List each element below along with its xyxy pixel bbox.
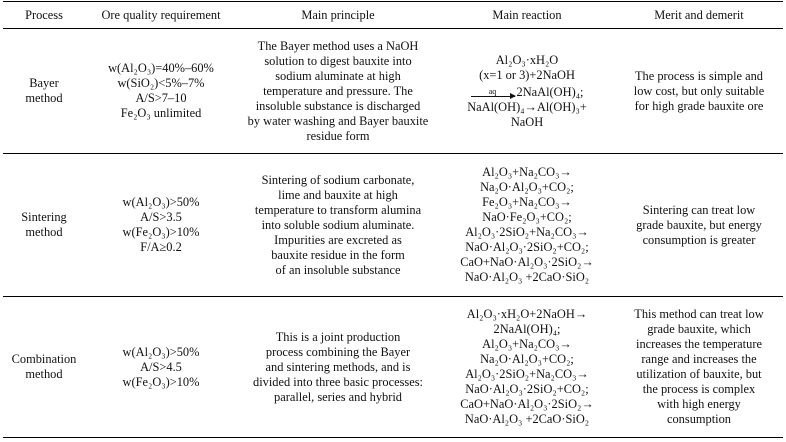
principle-line: This is a joint production <box>275 329 401 344</box>
merit-line: The process is simple and <box>634 68 763 83</box>
table-row <box>3 297 783 438</box>
principle-line: The Bayer method uses a NaOH <box>257 38 419 53</box>
process-name-line: Sintering <box>21 210 67 224</box>
principle-line: bauxite residue in the form <box>271 247 405 262</box>
ore-quality-line: w(SiO₂)<5%–7% <box>117 76 205 90</box>
principle-line: sodium aluminate at high <box>275 68 401 83</box>
reaction-line: (x=1 or 3)+2NaOH <box>479 67 575 82</box>
reaction-line: Al₂O₃+Na₂CO₃→ <box>482 337 572 351</box>
reaction-line: NaO·Al₂O₃ +2CaO·SiO₂ <box>464 412 590 426</box>
reaction-line: NaO·Al₂O₃·2SiO₂+CO₂; <box>465 382 589 396</box>
principle-line: temperature to transform alumina <box>254 202 422 217</box>
arrow-condition-label: aq <box>488 86 497 96</box>
ore-quality-line: A/S>7–10 <box>135 91 187 105</box>
ore-quality-line: w(Al₂O₃)>50% <box>122 195 200 209</box>
reaction-line: Na₂O·Al₂O₃+CO₂; <box>480 352 574 366</box>
reaction-line: NaOH <box>510 114 544 129</box>
reaction-product: 2NaAl(OH)₄; <box>516 84 584 99</box>
merit-line: Sintering can treat low <box>642 202 756 217</box>
process-cell <box>3 29 85 154</box>
merit-line: the process is complex <box>642 382 756 396</box>
principle-line: Sintering of sodium carbonate, <box>261 172 415 187</box>
process-cell <box>3 297 85 438</box>
merit-line: consumption <box>666 412 732 426</box>
reaction-line: CaO+NaO·Al₂O₃·2SiO₂→ <box>460 255 594 269</box>
ore-quality-line: F/A≥0.2 <box>140 240 182 254</box>
process-name-line: Combination <box>11 352 77 366</box>
principle-cell <box>237 297 439 438</box>
reaction-line: CaO+NaO·Al₂O₃·2SiO₂→ <box>460 397 594 411</box>
merit-line: low cost, but only suitable <box>633 83 765 98</box>
reaction-cell <box>439 297 615 438</box>
header-merit-demerit: Merit and demerit <box>615 2 783 29</box>
reaction-line: Al₂O₃·2SiO₂+Na₂CO₃→ <box>465 367 589 381</box>
reaction-cell <box>439 29 615 154</box>
process-name-line: method <box>25 225 63 239</box>
principle-line: process combining the Bayer <box>265 344 411 359</box>
reaction-line: NaO·Fe₂O₃+CO₂; <box>482 210 572 224</box>
principle-line: Impurities are excreted as <box>274 232 402 247</box>
merit-line: grade bauxite, which <box>647 322 751 336</box>
principle-line: temperature and pressure. The <box>263 83 413 98</box>
process-name-line: method <box>25 367 63 381</box>
merit-line: This method can treat low <box>634 307 764 321</box>
ore-quality-cell <box>85 29 237 154</box>
principle-line: divided into three basic processes: <box>253 374 423 389</box>
principle-line: by water washing and Bayer bauxite <box>247 113 429 128</box>
ore-quality-line: w(Fe₂O₃)>10% <box>122 225 200 239</box>
principle-line: insoluble substance is discharged <box>255 98 421 113</box>
reaction-line: Al₂O₃·xH₂O <box>495 52 559 67</box>
header-main-principle: Main principle <box>237 2 439 29</box>
reaction-line: Fe₂O₃+Na₂CO₃→ <box>482 195 572 209</box>
principle-cell <box>237 154 439 297</box>
merit-line: increases the temperature <box>636 337 762 351</box>
reaction-line: Al₂O₃·xH₂O+2NaOH→ <box>466 307 588 321</box>
merit-line: range and increases the <box>641 352 757 366</box>
ore-quality-line: w(Fe₂O₃)>10% <box>122 374 200 389</box>
reaction-line: Al₂O₃+Na₂CO₃→ <box>482 165 572 179</box>
merit-line: for high grade bauxite ore <box>634 98 764 113</box>
reaction-cell <box>439 154 615 297</box>
process-cell <box>3 154 85 297</box>
merit-line: with high energy <box>657 397 741 411</box>
reaction-line: Al₂O₃·2SiO₂+Na₂CO₃→ <box>465 225 589 239</box>
ore-quality-line: w(Al₂O₃)=40%–60% <box>108 61 214 75</box>
ore-quality-line: A/S>3.5 <box>140 210 182 224</box>
reaction-line: NaAl(OH)₄→Al(OH)₃+ <box>467 99 587 114</box>
table-row <box>3 154 783 297</box>
principle-line: of an insoluble substance <box>275 262 401 277</box>
table-row <box>3 29 783 154</box>
table-header-row <box>3 2 783 29</box>
reaction-line: 2NaAl(OH)₄; <box>493 322 561 336</box>
merit-line: grade bauxite, but energy <box>636 217 762 232</box>
reaction-line: NaO·Al₂O₃·2SiO₂+CO₂; <box>465 240 589 254</box>
ore-quality-line: w(Al₂O₃)>50% <box>122 344 200 359</box>
merit-cell <box>615 154 783 297</box>
merit-cell <box>615 29 783 154</box>
header-ore-quality: Ore quality requirement <box>85 2 237 29</box>
merit-cell <box>615 297 783 438</box>
ore-quality-line: Fe₂O₃ unlimited <box>120 106 202 120</box>
principle-line: and sintering methods, and is <box>265 359 411 374</box>
principle-line: parallel, series and hybrid <box>274 389 402 404</box>
reaction-line-with-arrow <box>442 83 612 100</box>
merit-line: consumption is greater <box>642 232 756 247</box>
header-main-reaction: Main reaction <box>439 2 615 29</box>
process-comparison-table <box>3 1 783 438</box>
principle-cell <box>237 29 439 154</box>
ore-quality-cell <box>85 297 237 438</box>
merit-line: utilization of bauxite, but <box>636 367 762 381</box>
principle-line: lime and bauxite at high <box>278 187 398 202</box>
principle-line: into soluble sodium aluminate. <box>261 217 415 232</box>
ore-quality-cell <box>85 154 237 297</box>
process-name-line: method <box>25 91 63 105</box>
reaction-arrow-icon <box>471 88 515 97</box>
principle-line: residue form <box>306 128 370 143</box>
header-process: Process <box>3 2 85 29</box>
ore-quality-line: A/S>4.5 <box>140 359 182 374</box>
process-name-line: Bayer <box>29 76 59 90</box>
reaction-line: Na₂O·Al₂O₃+CO₂; <box>480 180 574 194</box>
reaction-line: NaO·Al₂O₃ +2CaO·SiO₂ <box>464 270 590 284</box>
principle-line: solution to digest bauxite into <box>264 53 412 68</box>
